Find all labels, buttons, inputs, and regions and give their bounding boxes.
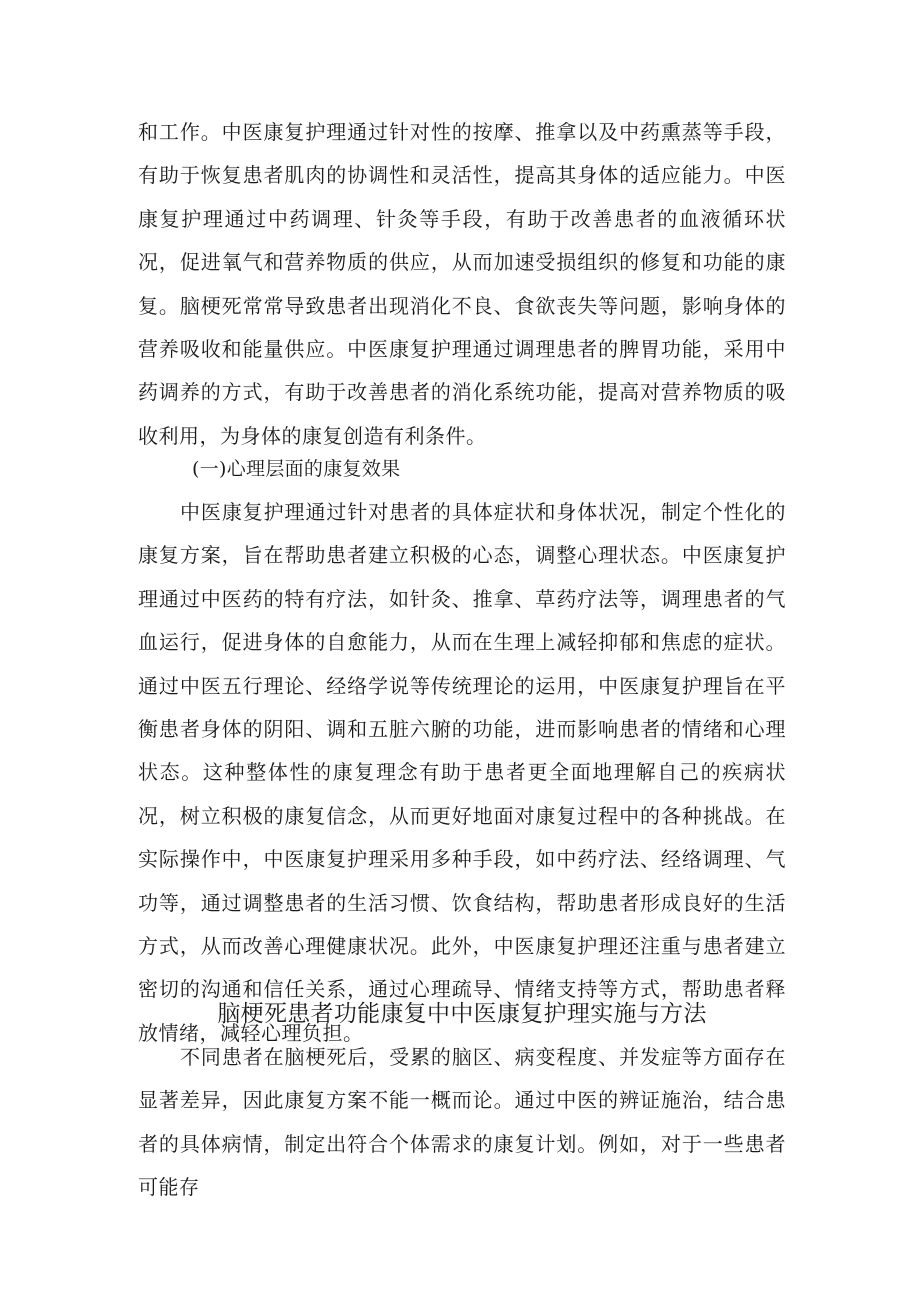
body-paragraph: 和工作。中医康复护理通过针对性的按摩、推拿以及中药熏蒸等手段，有助于恢复患者肌肉的协调性和灵活性，提高其身体的适应能力。中医康复护理通过中药调理、针灸等手段，有助于改善患者的血液循环状况，促进氧气和营养物质的供应，从而加速受损组织的修复和功能的康复。脑梗死常常导致患者出现消化不良、食欲丧失等问题，影响身体的营养吸收和能量供应。中医康复护理通过调理患者的脾胃功能，采用中药调养的方式，有助于改善患者的消化系统功能，提高对营养物质的吸收利用，为身体的康复创造有利条件。: [138, 120, 786, 448]
section-heading: 脑梗死患者功能康复中中医康复护理实施与方法: [217, 1001, 707, 1027]
body-paragraph: 不同患者在脑梗死后，受累的脑区、病变程度、并发症等方面存在显著差异，因此康复方案不能一概而论。通过中医的辨证施治，结合患者的具体病情，制定出符合个体需求的康复计划。例如，对于一些患者可能存: [138, 1045, 786, 1200]
body-paragraph: 中医康复护理通过针对患者的具体症状和身体状况，制定个性化的康复方案，旨在帮助患者建立积极的心态，调整心理状态。中医康复护理通过中医药的特有疗法，如针灸、推拿、草药疗法等，调理患者的气血运行，促进身体的自愈能力，从而在生理上减轻抑郁和焦虑的症状。通过中医五行理论、经络学说等传统理论的运用，中医康复护理旨在平衡患者身体的阴阳、调和五脏六腑的功能，进而影响患者的情绪和心理状态。这种整体性的康复理念有助于患者更全面地理解自己的疾病状况，树立积极的康复信念，从而更好地面对康复过程中的各种挑战。在实际操作中，中医康复护理采用多种手段，如中药疗法、经络调理、气功等，通过调整患者的生活习惯、饮食结构，帮助患者形成良好的生活方式，从而改善心理健康状况。此外，中医康复护理还注重与患者建立密切的沟通和信任关系，通过心理疏导、情绪支持等方式，帮助患者释放情绪，减轻心理负担。: [138, 500, 786, 1045]
section-subheading: (一)心理层面的康复效果: [192, 458, 401, 480]
